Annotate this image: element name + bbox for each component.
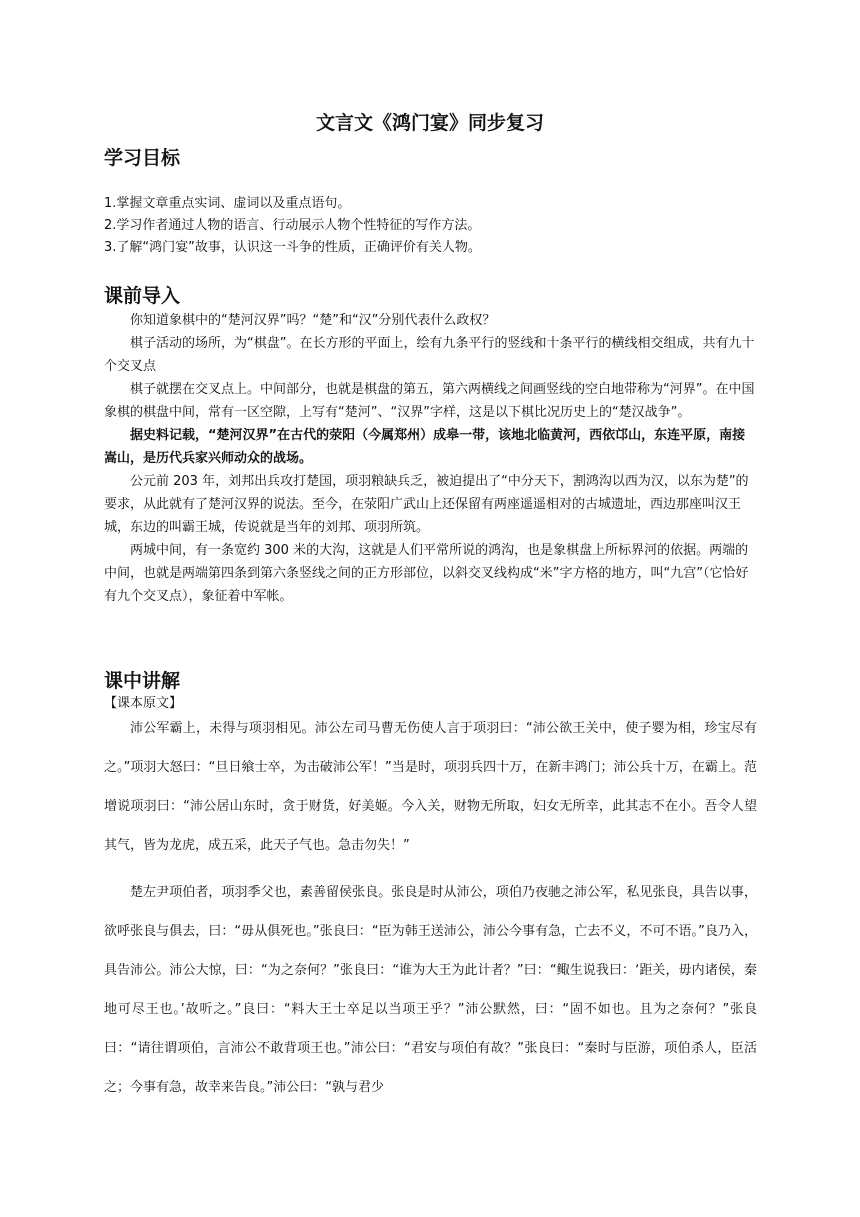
section-heading-goals: 学习目标 bbox=[104, 147, 181, 169]
intro-paragraph: 棋子活动的场所，为“棋盘”。在长方形的平面上，绘有九条平行的竖线和十条平行的横线相交组成，共有九十个交叉点 bbox=[104, 336, 755, 374]
lecture-paragraph: 沛公军霸上，未得与项羽相见。沛公左司马曹无伤使人言于项羽曰：“沛公欲王关中，使子婴为相，珍宝尽有之。”项羽大怒曰：“旦日飨士卒，为击破沛公军！”当是时，项羽兵四十万，在新丰鸿门；沛公兵十万，在霸上。范增说项羽曰：“沛公居山东时，贪于财货，好美姬。今入关，财物无所取，妇女无所幸，此其志不在小。吾令人望其气，皆为龙虎，成五采，此天子气也。急击勿失！” bbox=[104, 721, 757, 853]
textbook-original-label: 【课本原文】 bbox=[104, 696, 183, 711]
lecture-paragraph: 楚左尹项伯者，项羽季父也，素善留侯张良。张良是时从沛公，项伯乃夜驰之沛公军，私见张良，具告以事，欲呼张良与俱去，曰：“毋从俱死也。”张良曰：“臣为韩王送沛公，沛公今事有急，亡去不义，不可不语。”良乃入，具告沛公。沛公大惊，曰：“为之奈何？”张良曰：“谁为大王为此计者？”曰：“鲰生说我曰：‘距关，毋内诸侯，秦地可尽王也。’故听之。”良曰：“料大王士卒足以当项王乎？”沛公默然，曰：“固不如也。且为之奈何？”张良曰：“请往谓项伯，言沛公不敢背项王也。”沛公曰：“君安与项伯有故？”张良曰：“秦时与臣游，项伯杀人，臣活之；今事有急，故幸来告良。”沛公曰：“孰与君少 bbox=[104, 885, 757, 1095]
goals-list bbox=[104, 193, 757, 259]
intro-paragraph: 棋子就摆在交叉点上。中间部分，也就是棋盘的第五，第六两横线之间画竖线的空白地带称为“河界”。在中国象棋的棋盘中间，常有一区空隙，上写有“楚河”、“汉界”字样，这是以下棋比况历史上的“楚汉战争”。 bbox=[104, 382, 755, 420]
intro-paragraph: 你知道象棋中的“楚河汉界”吗？“楚”和“汉”分别代表什么政权？ bbox=[130, 313, 496, 328]
goal-item: 2.学习作者通过人物的语言、行动展示人物个性特征的写作方法。 bbox=[104, 218, 481, 233]
intro-paragraph-bold: 据史料记载，“楚河汉界”在古代的荥阳（今属郑州）成皋一带，该地北临黄河，西依邙山，东连平原，南接嵩山，是历代兵家兴师动众的战场。 bbox=[104, 428, 746, 466]
section-heading-intro: 课前导入 bbox=[104, 285, 181, 307]
intro-paragraph: 公元前 203 年，刘邦出兵攻打楚国，项羽粮缺兵乏，被迫提出了“中分天下，割鸿沟以西为汉，以东为楚”的要求，从此就有了楚河汉界的说法。至今，在荥阳广武山上还保留有两座遥遥相对的古城遗址，西边那座叫汉王城，东边的叫霸王城，传说就是当年的刘邦、项羽所筑。 bbox=[104, 474, 749, 535]
intro-text bbox=[104, 309, 757, 608]
section-heading-lecture: 课中讲解 bbox=[104, 670, 181, 692]
lecture-text bbox=[104, 709, 757, 1107]
intro-paragraph: 两城中间，有一条宽约 300 米的大沟，这就是人们平常所说的鸿沟，也是象棋盘上所标界河的依据。两端的中间，也就是两端第四条到第六条竖线之间的正方形部位，以斜交叉线构成“米”字方格的地方，叫“九宫”（它恰好有九个交叉点），象征着中军帐。 bbox=[104, 543, 749, 604]
goal-item: 3.了解“鸿门宴”故事，认识这一斗争的性质，正确评价有关人物。 bbox=[104, 240, 481, 255]
goal-item: 1.掌握文章重点实词、虚词以及重点语句。 bbox=[104, 196, 351, 211]
document-title: 文言文《鸿门宴》同步复习 bbox=[315, 112, 544, 134]
